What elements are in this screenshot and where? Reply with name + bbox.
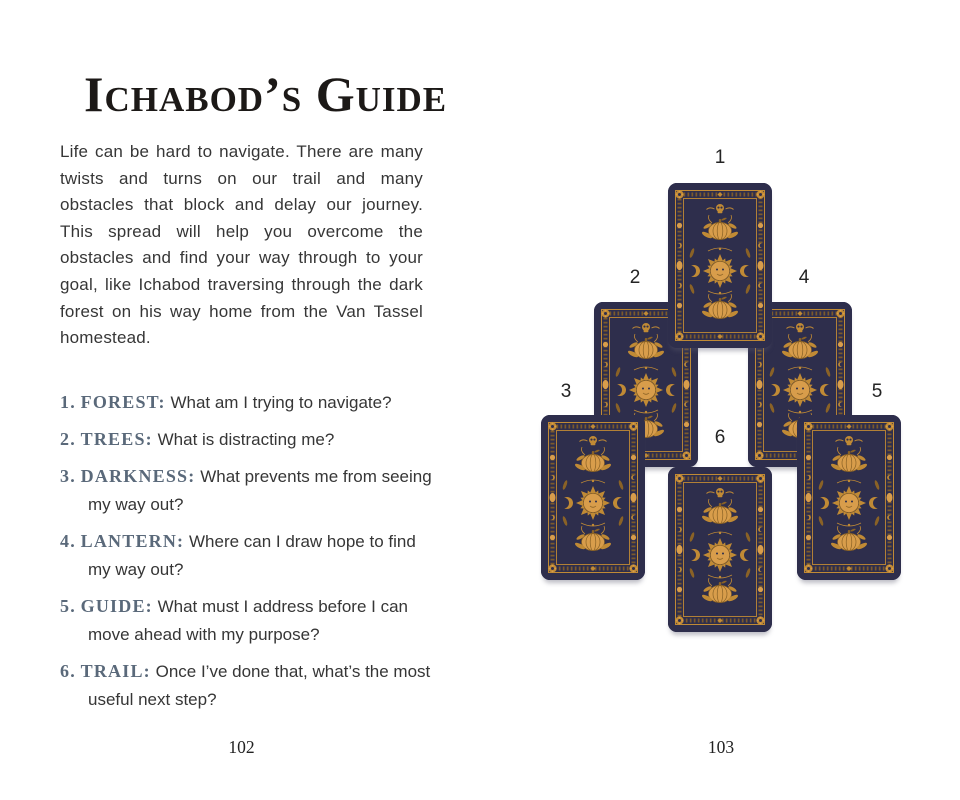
question-number: 3. <box>60 466 76 486</box>
card-back-ornament-art <box>797 415 901 580</box>
page-number-right: 103 <box>707 737 735 757</box>
question-text: Once I’ve done that, what’s the most useful next step? <box>88 662 431 709</box>
question-label: TREES: <box>80 429 153 449</box>
question-label: LANTERN: <box>80 531 185 551</box>
question-number: 5. <box>60 596 76 616</box>
tarot-card-back-1 <box>668 183 772 348</box>
tarot-card-back-3 <box>541 415 645 580</box>
question-label: FOREST: <box>80 392 166 412</box>
spread-position-number: 5 <box>871 381 883 402</box>
card-back-ornament-art <box>541 415 645 580</box>
tarot-card-back-5 <box>797 415 901 580</box>
question-number: 6. <box>60 661 76 681</box>
card-back-ornament-art <box>668 183 772 348</box>
spread-position-number: 6 <box>714 427 726 448</box>
spread-position-number: 4 <box>798 267 810 288</box>
question-label: TRAIL: <box>80 661 151 681</box>
question-text: What must I address before I can move ahead with my purpose? <box>88 597 408 644</box>
question-number: 1. <box>60 392 76 412</box>
spread-position-number: 2 <box>629 267 641 288</box>
question-label: DARKNESS: <box>80 466 196 486</box>
tarot-card-back-6 <box>668 467 772 632</box>
question-text: Where can I draw hope to find my way out? <box>88 532 416 579</box>
question-text: What prevents me from seeing my way out? <box>88 467 432 514</box>
card-back-ornament-art <box>668 467 772 632</box>
spread-position-number: 3 <box>560 381 572 402</box>
question-text: What is distracting me? <box>157 430 335 449</box>
page-title: Ichabod’s Guide <box>84 66 448 122</box>
spread-position-number: 1 <box>714 147 726 168</box>
question-text: What am I trying to navigate? <box>170 393 392 412</box>
intro-paragraph: Life can be hard to navigate. There are many twists and turns on our trail and many obstacles that block and delay our journey. This spread will help you overcome the obstacles and find your way through to your goal, like Ichabod traversing through the dark forest on his way home from the Van Tassel homestead. <box>60 142 423 348</box>
question-label: GUIDE: <box>80 596 153 616</box>
question-number: 4. <box>60 531 76 551</box>
question-number: 2. <box>60 429 76 449</box>
page-number-left: 102 <box>228 737 255 757</box>
